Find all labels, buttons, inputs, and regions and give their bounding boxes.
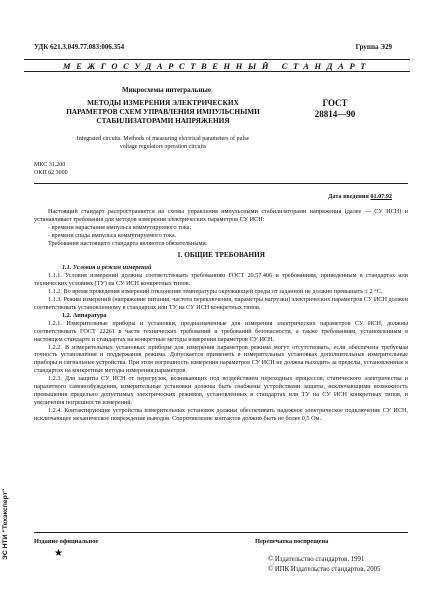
paragraph: 1.2.1. Измерительные приборы и установки, предназначенные для измерения электрических параметров СУ ИСН, должны соответствовать ГОСТ 22261 в части технических требований и требований безопасности, а также требованиям, установленным в настоящем стандарте и стандартах на конкретные методы измерения параметров СУ ИСН. — [34, 319, 408, 343]
document-title — [56, 98, 270, 125]
effective-date-label: Дата введения — [328, 193, 369, 200]
paragraph: 1.2.3. Для защиты СУ ИСН от перегрузок, возникающих под воздействием переходных процессов, статического электричества и паразитного самовозбуждения, измерительные установки должны быть снабжены устройствами защиты, исключающими возможность превышения предельно допустимых электрических режимов, установленных в стандартах или ТУ на СУ ИСН конкретных типов, и увеличения погрешности измерений. — [34, 375, 408, 406]
official-edition: Издание официальное — [34, 538, 99, 545]
english-title-line: Integrated circuits. Methods of measuring electrical parameters of pulse — [76, 136, 250, 142]
side-stamp: ЭС НТИ "Техэксперт" — [2, 488, 9, 560]
group-code: Группа Э29 — [355, 43, 392, 51]
gost-designation — [275, 98, 395, 120]
title-line: СТАБИЛИЗАТОРАМИ НАПРЯЖЕНИЯ — [96, 116, 230, 125]
gost-label: ГОСТ — [322, 98, 348, 108]
okp-code: ОКП 62 3000 — [34, 170, 68, 176]
subsection-heading: 1.2. Аппаратура — [62, 311, 107, 319]
paragraph: 1.1.3. Режим измерений (напряжение питания, частота переключения, параметры нагрузки) электрических параметров СУ ИСН должен соответствовать установленному в стандартах или ТУ на СУ ИСН конкретных типов. — [34, 296, 408, 311]
title-line: МЕТОДЫ ИЗМЕРЕНИЯ ЭЛЕКТРИЧЕСКИХ — [87, 98, 239, 107]
copyright-line: © ИПК Издательство стандартов, 2005 — [268, 566, 381, 573]
english-title-line: voltage regulators operation circuits — [119, 144, 207, 150]
star-icon: ★ — [54, 548, 63, 559]
udk-code: УДК 621.3.049.77.083:006.354 — [34, 43, 125, 51]
effective-date — [328, 193, 392, 200]
classification-codes — [34, 161, 68, 177]
paragraph: Настоящий стандарт распространяется на схемы управления импульсными стабилизаторами напряжения (далее — СУ ИСН) и устанавливает требования для методов измерения электрических параметров СУ ИСН: — [34, 208, 408, 223]
paragraph: 1.2.4. Контактирующие устройства измерительных установок должны обеспечивать надежное электрическое подключение СУ ИСН, исключающее механическое повреждение выводов. Сопротивление контактов должно быть не более 0,5 Ом. — [34, 406, 408, 422]
subsection-heading: 1.1. Условия и режим измерений — [62, 264, 152, 272]
effective-date-value: 01.07.92 — [370, 193, 392, 200]
document-body — [34, 208, 408, 423]
list-item: - времени нарастания импульса коммутируемого тока; — [48, 223, 192, 231]
reprint-notice: Перепечатка воспрещена — [255, 538, 329, 545]
paragraph: Требования настоящего стандарта являются обязательными. — [48, 239, 208, 247]
standard-banner — [24, 59, 410, 72]
paragraph: 1.1.2. Во время проведения измерений отклонение температуры окружающей среды от заданной не должно превышать ± 2 °С. — [48, 288, 383, 296]
subtitle: Микросхемы интегральные — [122, 86, 211, 94]
banner-text: МЕЖГОСУДАРСТВЕННЫЙ СТАНДАРТ — [62, 61, 372, 71]
paragraph: 1.1.1. Условия измерений должны соответствовать требованиям ГОСТ 20.57.406 и требованиям, приведенным в стандартах или технических условиях (ТУ) на СУ ИСН конкретных типов. — [34, 272, 408, 288]
section-heading: 1. ОБЩИЕ ТРЕБОВАНИЯ — [177, 250, 265, 259]
copyright-line: © Издательство стандартов, 1991 — [268, 556, 365, 563]
paragraph: 1.2.2. В измерительных установках приборы для измерения параметров режима могут отсутствовать, если обеспечена требуемая точность установления и поддержания режима. Допускается применять в измерительных установках дополнительные измерительные приборы и сигнальные устройства. При этом погрешность измерения параметров СУ ИСН не должна выходить за пределы, установленные в стандартах на конкретные методы измерения параметров. — [34, 343, 408, 375]
divider — [34, 183, 408, 184]
footer-divider — [34, 532, 408, 533]
title-line: ПАРАМЕТРОВ СХЕМ УПРАВЛЕНИЯ ИМПУЛЬСНЫМИ — [66, 107, 260, 116]
list-item: - времени спада импульса коммутируемого тока. — [48, 231, 177, 239]
gost-number: 28814—90 — [314, 109, 356, 119]
mks-code: МКС 31.200 — [34, 162, 66, 168]
english-title — [56, 135, 270, 151]
